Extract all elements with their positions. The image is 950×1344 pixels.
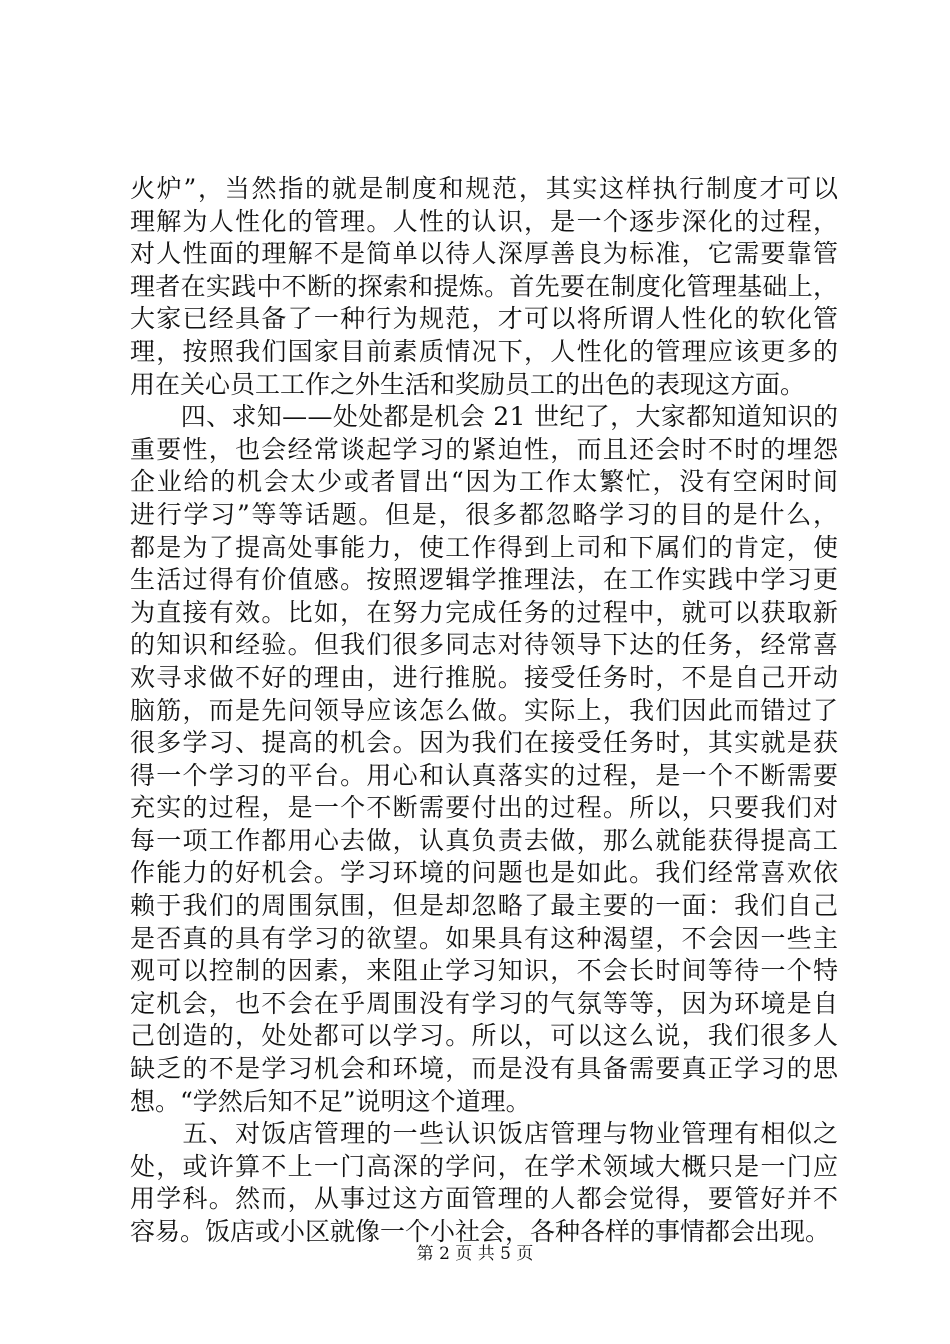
text-line-content: 大家已经具备了一种行为规范，才可以将所谓人性化的软化管	[130, 304, 840, 334]
text-line-content: 己创造的，处处都可以学习。所以，可以这么说，我们很多人	[130, 1021, 840, 1051]
text-line	[130, 1183, 840, 1216]
text-line-content: 容易。饭店或小区就像一个小社会，各种各样的事情都会出现。	[130, 1217, 831, 1246]
text-line-content: 的知识和经验。但我们很多同志对待领导下达的任务，经常喜	[130, 630, 840, 660]
text-line-content: 四、求知——处处都是机会 21 世纪了，大家都知道知识的	[130, 402, 839, 432]
text-line-content: 生活过得有价值感。按照逻辑学推理法，在工作实践中学习更	[130, 565, 840, 595]
text-line-content: 欢寻求做不好的理由，进行推脱。接受任务时，不是自己开动	[130, 662, 840, 692]
text-line	[130, 401, 840, 434]
text-line	[130, 499, 840, 532]
text-line	[130, 760, 840, 793]
text-line	[130, 662, 840, 695]
text-line	[130, 303, 840, 336]
text-line	[130, 466, 840, 499]
text-line	[130, 532, 840, 565]
text-line-content: 为直接有效。比如，在努力完成任务的过程中，就可以获取新	[130, 597, 840, 627]
text-line-content: 充实的过程，是一个不断需要付出的过程。所以，只要我们对	[130, 793, 840, 823]
text-line-content: 火炉”，当然指的就是制度和规范，其实这样执行制度才可以	[130, 174, 840, 203]
text-line-content: 赖于我们的周围氛围，但是却忽略了最主要的一面：我们自己	[130, 891, 840, 921]
text-line	[130, 988, 840, 1021]
text-line-content: 观可以控制的因素，来阻止学习知识，不会长时间等待一个特	[130, 956, 840, 986]
text-line	[130, 1118, 840, 1151]
text-line-content: 定机会，也不会在乎周围没有学习的气氛等等，因为环境是自	[130, 988, 840, 1018]
text-line-content: 用学科。然而，从事过这方面管理的人都会觉得，要管好并不	[130, 1184, 840, 1214]
text-line-content: 重要性，也会经常谈起学习的紧迫性，而且还会时不时的埋怨	[130, 434, 840, 464]
text-line-content: 处，或许算不上一门高深的学问，在学术领域大概只是一门应	[130, 1151, 840, 1181]
text-line-content: 很多学习、提高的机会。因为我们在接受任务时，其实就是获	[130, 728, 840, 758]
text-line-content: 理解为人性化的管理。人性的认识，是一个逐步深化的过程，	[130, 206, 840, 236]
text-line	[130, 1053, 840, 1086]
text-line	[130, 336, 840, 369]
text-line-content: 每一项工作都用心去做，认真负责去做，那么就能获得提高工	[130, 825, 840, 855]
page-footer: 第 2 页 共 5 页	[416, 1244, 534, 1264]
text-line	[130, 825, 840, 858]
text-line	[130, 792, 840, 825]
text-line-content: 理者在实践中不断的探索和提炼。首先要在制度化管理基础上，	[130, 271, 839, 301]
text-line	[130, 857, 840, 890]
text-line	[130, 206, 840, 239]
text-line	[130, 923, 840, 956]
text-line-content: 用在关心员工工作之外生活和奖励员工的出色的表现这方面。	[130, 369, 806, 399]
text-line	[130, 629, 840, 662]
text-line	[130, 890, 840, 923]
body-text	[130, 173, 840, 1249]
text-line	[130, 597, 840, 630]
text-line	[130, 369, 840, 402]
text-line-content: 对人性面的理解不是简单以待人深厚善良为标准，它需要靠管	[130, 239, 840, 269]
text-line-content: 进行学习”等等话题。但是，很多都忽略学习的目的是什么，	[130, 499, 840, 529]
text-line	[130, 1151, 840, 1184]
text-line	[130, 955, 840, 988]
text-line	[130, 1086, 840, 1119]
text-line	[130, 173, 840, 206]
text-line-content: 脑筋，而是先问领导应该怎么做。实际上，我们因此而错过了	[130, 695, 840, 725]
text-line	[130, 564, 840, 597]
text-line	[130, 271, 840, 304]
text-line-content: 理，按照我们国家目前素质情况下，人性化的管理应该更多的	[130, 336, 840, 366]
text-line-content: 作能力的好机会。学习环境的问题也是如此。我们经常喜欢依	[130, 858, 840, 888]
text-line	[130, 695, 840, 728]
text-line-content: 想。“学然后知不足”说明这个道理。	[130, 1086, 531, 1116]
text-line	[130, 1020, 840, 1053]
text-line	[130, 238, 840, 271]
text-line-content: 得一个学习的平台。用心和认真落实的过程，是一个不断需要	[130, 760, 840, 790]
text-line-content: 企业给的机会太少或者冒出“因为工作太繁忙，没有空闲时间	[130, 467, 840, 497]
text-line	[130, 727, 840, 760]
text-line-content: 缺乏的不是学习机会和环境，而是没有具备需要真正学习的思	[130, 1054, 840, 1084]
text-line	[130, 434, 840, 467]
text-line-content: 是否真的具有学习的欲望。如果具有这种渴望，不会因一些主	[130, 923, 840, 953]
text-line-content: 都是为了提高处事能力，使工作得到上司和下属们的肯定，使	[130, 532, 840, 562]
text-line-content: 五、对饭店管理的一些认识饭店管理与物业管理有相似之	[130, 1119, 840, 1149]
